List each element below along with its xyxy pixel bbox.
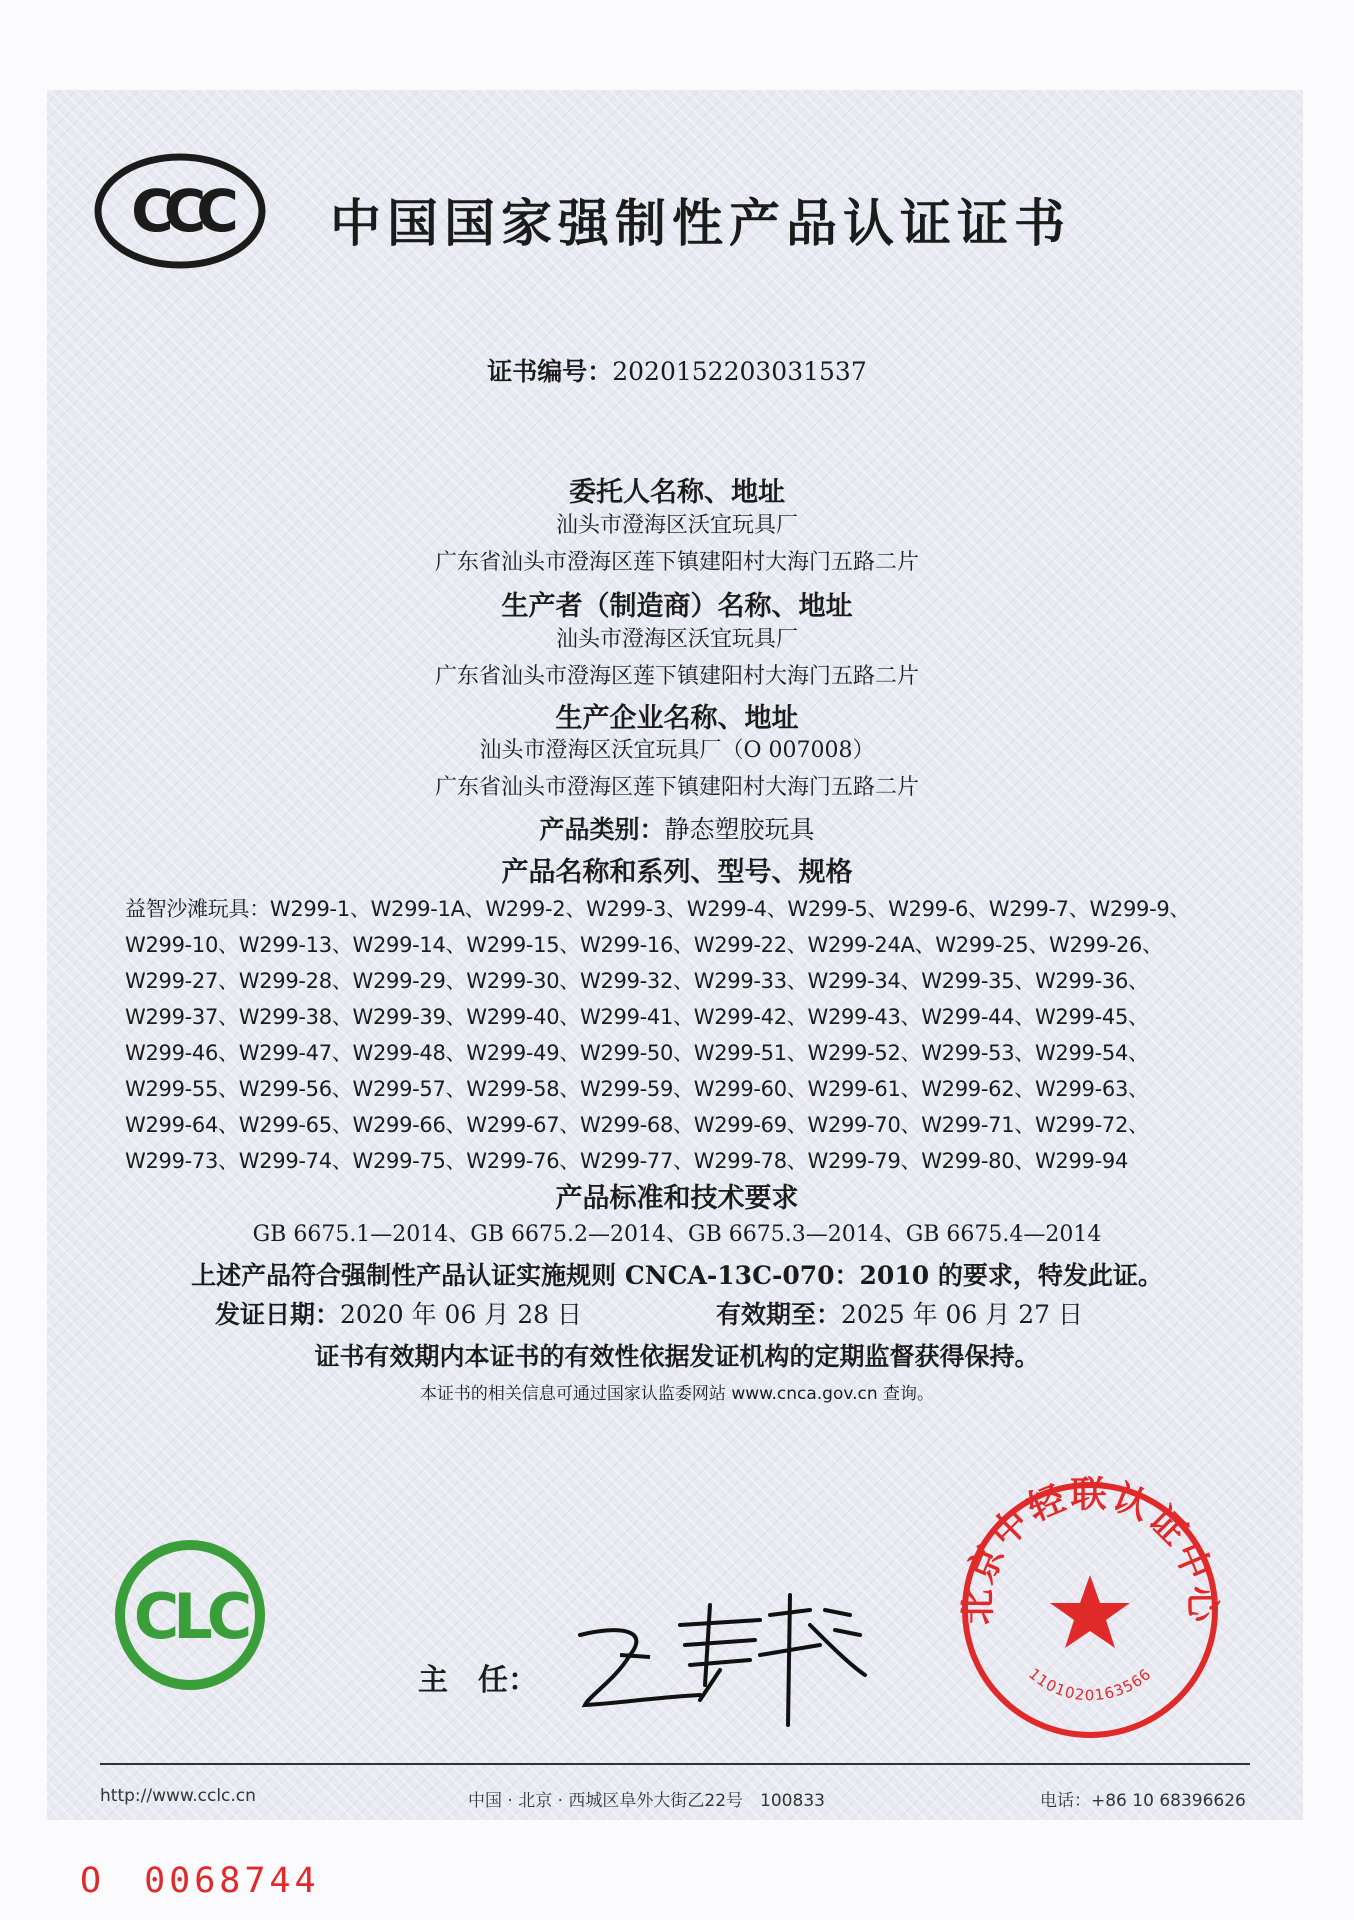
director-signature	[560, 1585, 880, 1735]
conformity-statement: 上述产品符合强制性产品认证实施规则 CNCA-13C-070：2010 的要求，特发此证。	[191, 1261, 1163, 1290]
svg-text:1101020163566	[1025, 1665, 1155, 1704]
model-line: W299-10、W299-13、W299-14、W299-15、W299-16、W299-22、W299-24A、W299-25、W299-26、	[125, 933, 1163, 957]
footer-url[interactable]: http://www.cclc.cn	[100, 1786, 256, 1806]
issue-date: 2020 年 06 月 28 日	[340, 1300, 582, 1329]
manufacturer-name: 汕头市澄海区沃宜玩具厂	[555, 627, 798, 652]
serial-number: O 0068744	[80, 1861, 320, 1901]
ccc-logo	[92, 152, 268, 270]
clc-logo-text: CLC	[133, 1580, 247, 1653]
validity-note: 证书有效期内本证书的有效性依据发证机构的定期监督获得保持。	[314, 1342, 1040, 1371]
product-category-label: 产品类别：	[539, 815, 665, 844]
certificate-number	[0, 352, 1354, 388]
factory-heading: 生产企业名称、地址	[555, 703, 799, 734]
seal-number: 1101020163566	[1025, 1664, 1155, 1705]
product-heading: 产品名称和系列、型号、规格	[501, 857, 853, 888]
certificate-number-value: 2020152203031537	[612, 357, 867, 386]
standard-heading: 产品标准和技术要求	[555, 1183, 799, 1214]
footer-address: 中国 · 北京 · 西城区阜外大街乙22号 100833	[468, 1791, 825, 1811]
model-line: W299-27、W299-28、W299-29、W299-30、W299-32、W299-33、W299-34、W299-35、W299-36、	[125, 969, 1149, 993]
standards-list: GB 6675.1—2014、GB 6675.2—2014、GB 6675.3—2014、GB 6675.4—2014	[252, 1222, 1102, 1247]
model-line: W299-73、W299-74、W299-75、W299-76、W299-77、W299-78、W299-79、W299-80、W299-94	[125, 1149, 1129, 1173]
model-line: W299-64、W299-65、W299-66、W299-67、W299-68、W299-69、W299-70、W299-71、W299-72、	[125, 1113, 1149, 1137]
valid-date: 2025 年 06 月 27 日	[841, 1300, 1083, 1329]
applicant-heading: 委托人名称、地址	[569, 477, 785, 508]
model-line: W299-55、W299-56、W299-57、W299-58、W299-59、W299-60、W299-61、W299-62、W299-63、	[125, 1077, 1149, 1101]
footer-divider	[100, 1763, 1250, 1765]
director-label: 主 任：	[418, 1663, 538, 1698]
valid-date-label: 有效期至：	[716, 1300, 842, 1329]
model-line: 益智沙滩玩具：W299-1、W299-1A、W299-2、W299-3、W299-4、W299-5、W299-6、W299-7、W299-9、	[125, 897, 1191, 921]
query-note: 本证书的相关信息可通过国家认监委网站 www.cnca.gov.cn 查询。	[419, 1384, 935, 1404]
official-seal	[955, 1475, 1225, 1745]
applicant-address: 广东省汕头市澄海区莲下镇建阳村大海门五路二片	[434, 550, 919, 575]
seal-star-icon	[1050, 1575, 1130, 1648]
manufacturer-address: 广东省汕头市澄海区莲下镇建阳村大海门五路二片	[434, 664, 919, 689]
seal-text: 北京中轻联认证中心	[957, 1475, 1223, 1626]
factory-address: 广东省汕头市澄海区莲下镇建阳村大海门五路二片	[434, 775, 919, 800]
model-line: W299-46、W299-47、W299-48、W299-49、W299-50、W299-51、W299-52、W299-53、W299-54、	[125, 1041, 1149, 1065]
certificate-number-label: 证书编号：	[487, 357, 613, 386]
ccc-logo-text: CCC	[131, 177, 229, 245]
product-category	[0, 810, 1354, 846]
issue-date-label: 发证日期：	[215, 1300, 341, 1329]
applicant-name: 汕头市澄海区沃宜玩具厂	[555, 513, 798, 538]
certificate-title: 中国国家强制性产品认证证书	[330, 195, 1072, 254]
manufacturer-heading: 生产者（制造商）名称、地址	[501, 591, 853, 622]
factory-name: 汕头市澄海区沃宜玩具厂（O 007008）	[479, 738, 875, 763]
product-category-value: 静态塑胶玩具	[664, 815, 815, 844]
footer-phone: 电话：+86 10 68396626	[1040, 1791, 1246, 1811]
model-line: W299-37、W299-38、W299-39、W299-40、W299-41、W299-42、W299-43、W299-44、W299-45、	[125, 1005, 1149, 1029]
clc-logo	[110, 1535, 270, 1695]
valid-date-row	[716, 1295, 1083, 1331]
issue-date-row	[215, 1295, 582, 1331]
